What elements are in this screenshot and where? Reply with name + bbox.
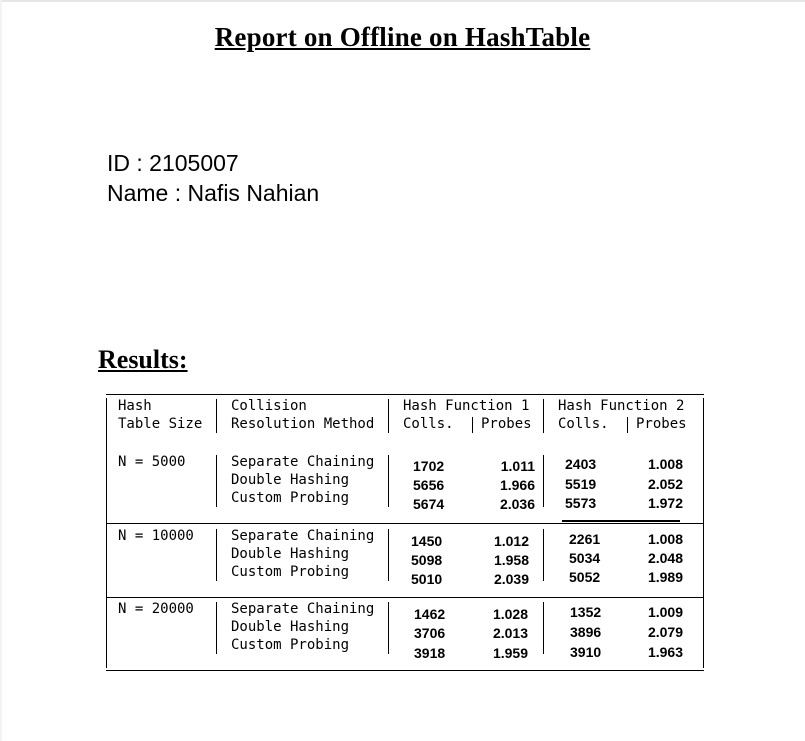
header-colls-2: Colls. [558, 416, 609, 432]
h2-collisions: 2261 [569, 531, 601, 547]
h2-probes: 2.052 [647, 476, 683, 492]
h1-collisions: 5010 [411, 571, 443, 587]
table-right-border [703, 398, 704, 668]
header-sep [216, 399, 217, 433]
header-colls-1: Colls. [403, 416, 454, 432]
table-top-rule [106, 394, 704, 395]
header-hash-function-1: Hash Function 1 [403, 398, 530, 414]
h2-probes: 1.972 [647, 495, 683, 511]
row-sep [388, 529, 389, 581]
header-sep [388, 399, 389, 433]
h2-probes: 2.048 [647, 550, 683, 566]
h1-collisions: 3918 [414, 645, 446, 661]
header-collision: Collision [231, 398, 307, 414]
results-heading: Results: [98, 345, 188, 374]
h2-probes: 1.009 [647, 604, 683, 620]
header-sep [543, 399, 544, 433]
method-label: Custom Probing [231, 637, 350, 653]
row-sep [216, 455, 217, 507]
method-label: Separate Chaining [231, 601, 375, 617]
header-hash-function-2: Hash Function 2 [558, 398, 685, 414]
method-label: Separate Chaining [231, 528, 375, 544]
page-top-edge [0, 0, 805, 2]
h1-probes: 2.039 [493, 571, 529, 587]
table-size-label: N = 20000 [118, 601, 194, 617]
row-sep [388, 602, 389, 654]
header-probes-2: Probes [636, 416, 687, 432]
method-label: Custom Probing [231, 564, 350, 580]
h2-collisions: 5034 [569, 550, 601, 566]
row-sep [543, 602, 544, 654]
h1-collisions: 1462 [414, 606, 446, 622]
h1-probes: 1.011 [500, 458, 535, 474]
h2-collisions: 3910 [570, 644, 602, 660]
table-size-label: N = 10000 [118, 528, 194, 544]
h1-probes: 1.958 [493, 552, 529, 568]
h2-probes: 1.963 [647, 644, 683, 660]
section-divider [106, 597, 704, 598]
method-label: Double Hashing [231, 472, 350, 488]
h1-probes: 1.959 [492, 645, 528, 661]
results-table [103, 394, 707, 676]
h1-probes: 1.012 [493, 533, 529, 549]
h2-collisions: 5052 [569, 569, 601, 585]
report-title: Report on Offline on HashTable [214, 22, 591, 52]
h1-collisions: 5098 [411, 552, 443, 568]
method-label: Double Hashing [231, 619, 350, 635]
h2-collisions: 1352 [570, 604, 602, 620]
student-name: Name : Nafis Nahian [107, 180, 320, 206]
h2-probes: 2.079 [647, 624, 683, 640]
h1-probes: 1.028 [492, 606, 528, 622]
header-sep [472, 417, 473, 433]
method-label: Custom Probing [231, 490, 350, 506]
row-sep [388, 455, 389, 507]
header-probes-1: Probes [481, 416, 532, 432]
h2-collisions: 2403 [565, 456, 597, 472]
h2-collisions: 3896 [570, 624, 602, 640]
row-sep [543, 529, 544, 581]
header-hash: Hash [118, 398, 152, 414]
method-label: Double Hashing [231, 546, 350, 562]
table-left-border [106, 398, 107, 668]
h1-probes: 2.036 [499, 496, 535, 512]
page-left-edge [0, 0, 2, 741]
student-id: ID : 2105007 [107, 150, 239, 176]
h1-probes: 2.013 [492, 625, 528, 641]
header-sep [627, 417, 628, 433]
h2-probes: 1.989 [647, 569, 683, 585]
method-label: Separate Chaining [231, 454, 375, 470]
h1-collisions: 5674 [413, 496, 445, 512]
h1-collisions: 1450 [411, 533, 443, 549]
h1-probes: 1.966 [499, 477, 535, 493]
row-sep [216, 602, 217, 654]
header-table-size: Table Size [118, 416, 203, 432]
h1-collisions: 3706 [414, 625, 446, 641]
h2-probes: 1.008 [647, 456, 683, 472]
section-divider [106, 523, 704, 524]
row-sep [216, 529, 217, 581]
h2-collisions: 5519 [565, 476, 597, 492]
h1-collisions: 5656 [413, 477, 445, 493]
h2-collisions: 5573 [565, 495, 597, 511]
h1-collisions: 1702 [413, 458, 445, 474]
header-resolution-method: Resolution Method [231, 416, 375, 432]
table-bottom-rule [106, 670, 704, 671]
h2-probes: 1.008 [647, 531, 683, 547]
table-size-label: N = 5000 [118, 454, 186, 470]
row-sep [543, 455, 544, 507]
hf2-underline [562, 520, 680, 522]
